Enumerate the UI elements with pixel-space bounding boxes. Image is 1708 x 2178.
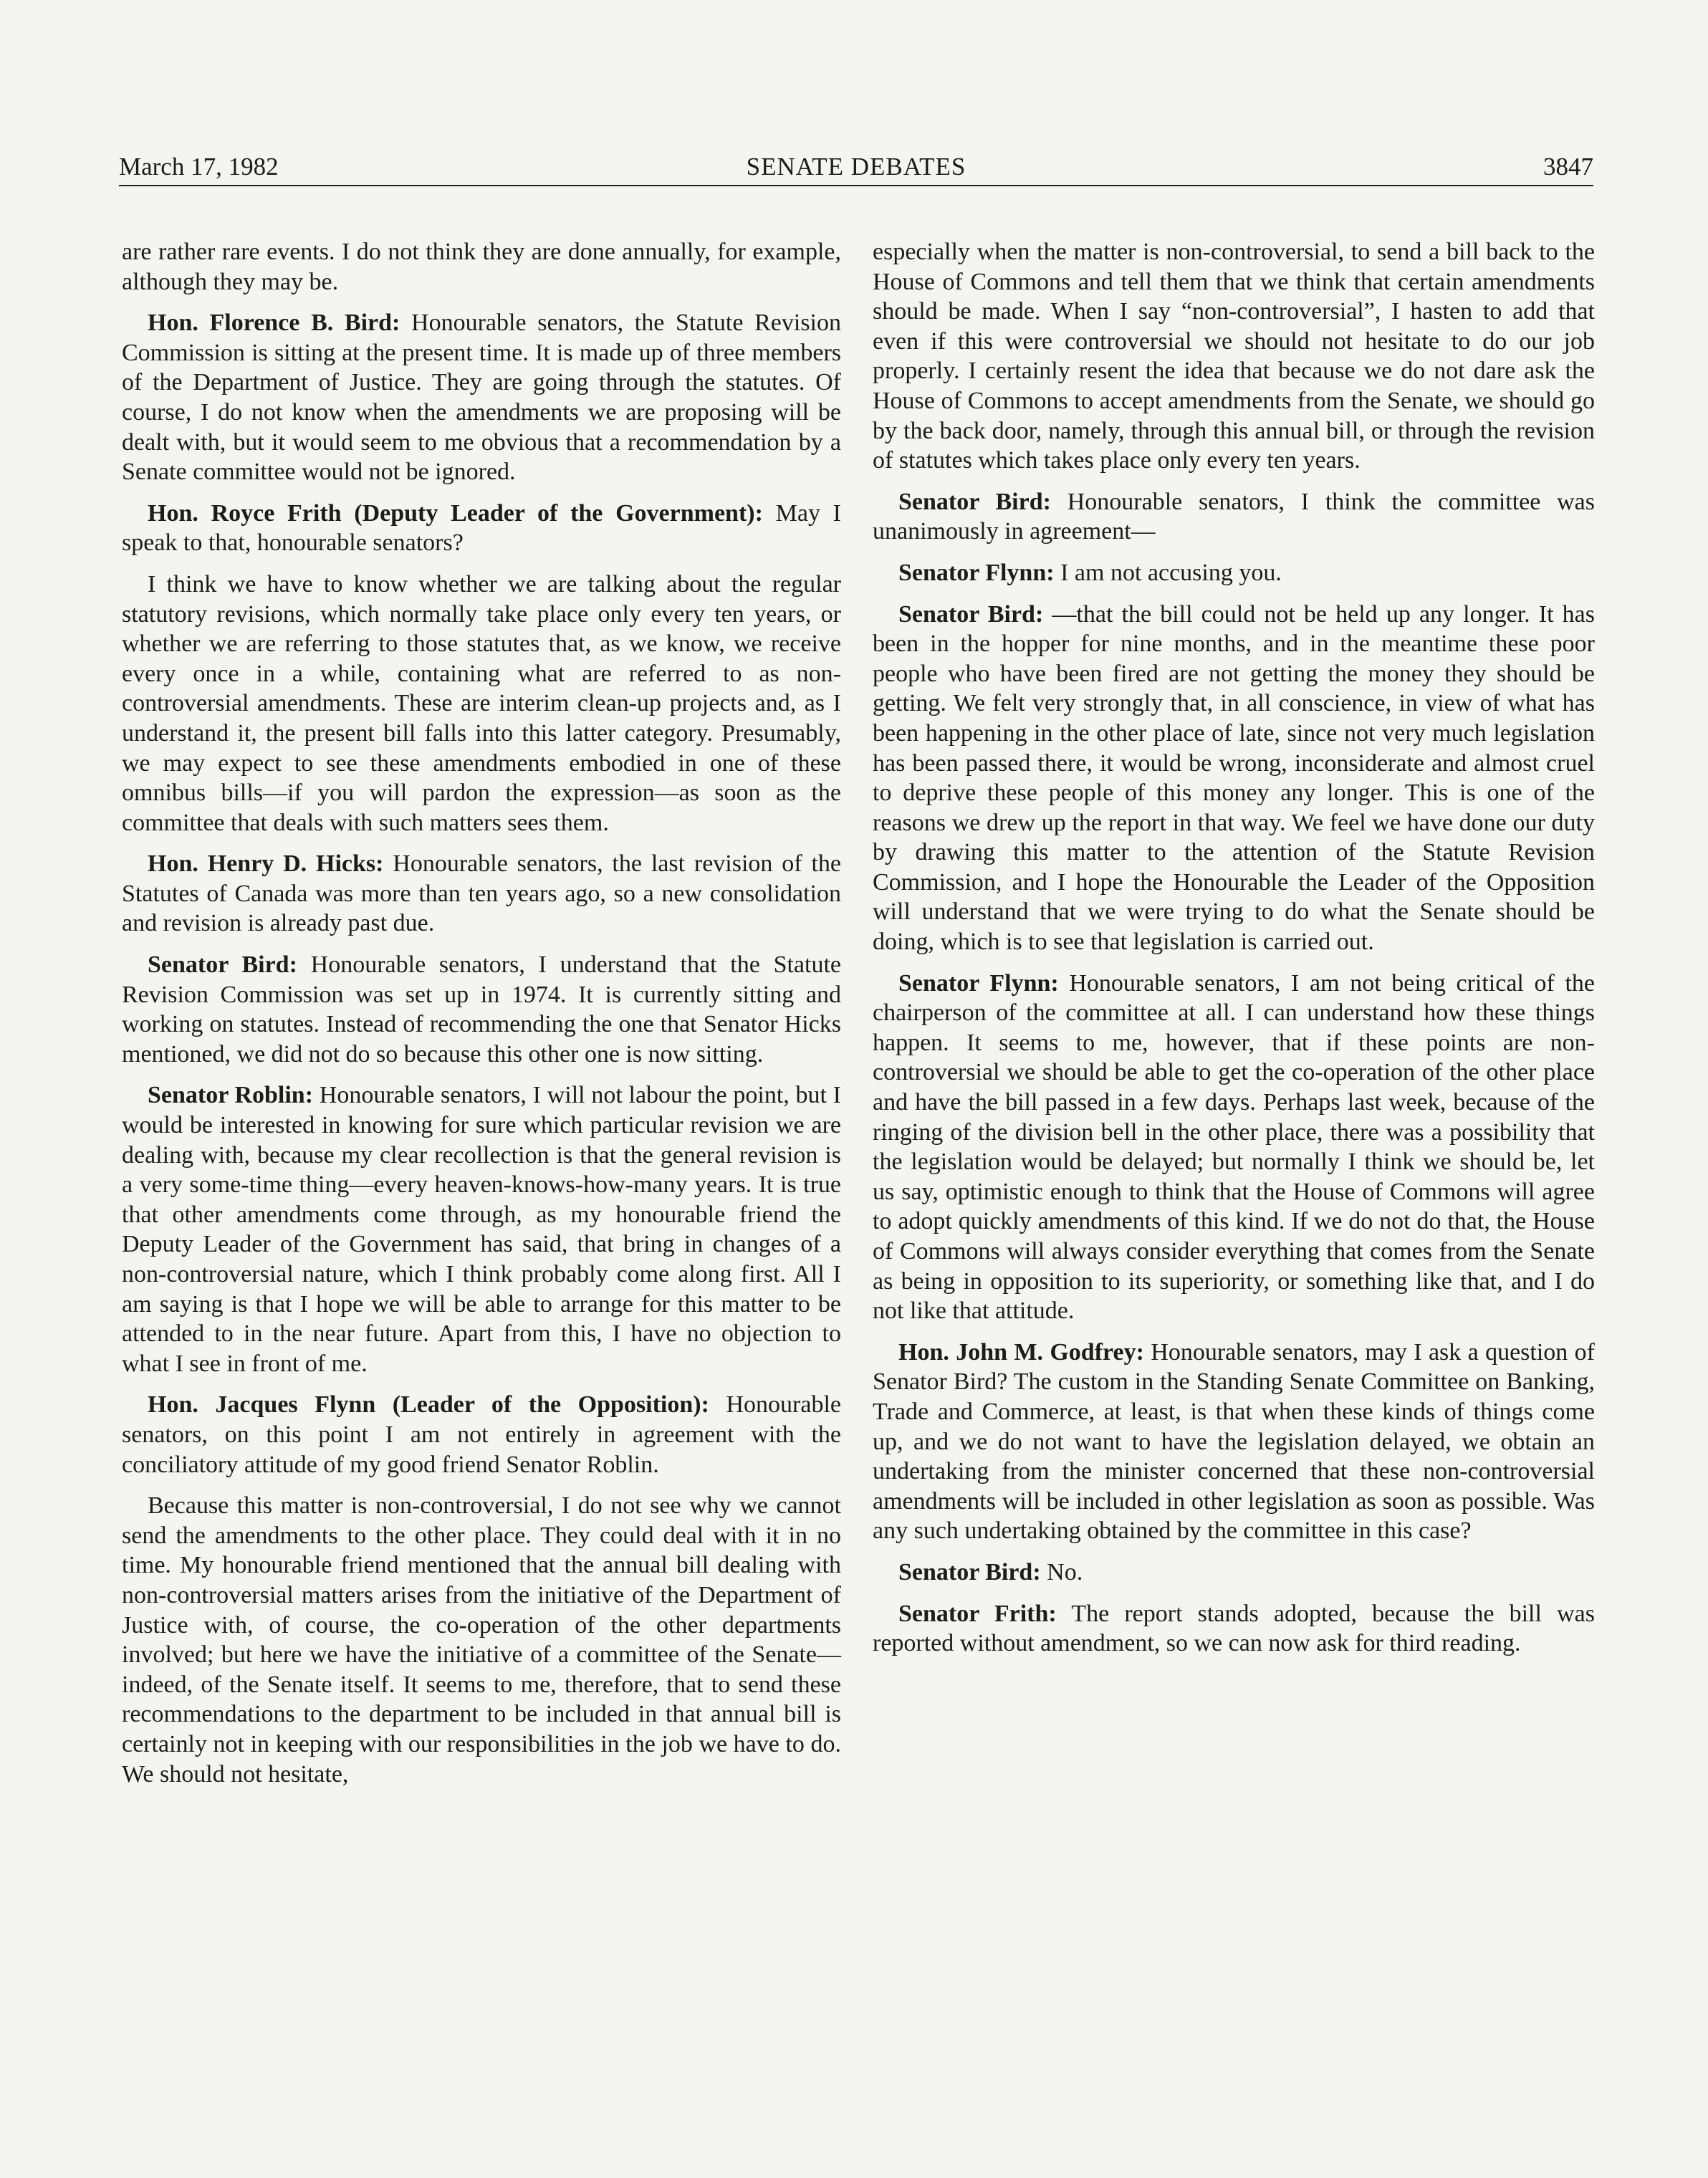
speech-paragraph — [122, 237, 841, 297]
speaker-name: Hon. Jacques Flynn (Leader of the Opposition): — [148, 1391, 709, 1419]
speech-text: Honourable senators, I will not labour the point, but I would be interested in knowing for sure which particular revision we are dealing with, because my clear recollection is that the general revision is a very some-time thing—every heaven-knows-how-many years. It is true that other amendments come through, as my honourable friend the Deputy Leader of the Government has said, that bring in changes of a non-controversial nature, which I think probably come along first. All I am saying is that I hope we will be able to arrange for this matter to be attended to in the near future. Apart from this, I have no objection to what I see in front of me. — [122, 1082, 841, 1377]
page-header — [119, 149, 1593, 186]
speech-paragraph — [122, 950, 841, 1069]
speech-text: The report stands adopted, because the bill was reported without amendment, so we can now ask for third reading. — [873, 1600, 1595, 1657]
speaker-name: Hon. Henry D. Hicks: — [148, 850, 384, 878]
speech-text: —that the bill could not be held up any longer. It has been in the hopper for nine months, and in the meantime these poor people who have been fired are not getting the money they should be getting. We felt very strongly that, in all conscience, in view of what has been happening in the other place of late, since not very much legislation has been passed there, it would be wrong, inconsiderate and almost cruel to deprive these people of this money any longer. This is one of the reasons we drew up the report in that way. We feel we have done our duty by drawing this matter to the attention of the Statute Revision Commission, and I hope the Honourable the Leader of the Opposition will understand that we were trying to do what the Senate should be doing, which is to see that legislation is carried out. — [873, 600, 1596, 956]
speech-text: Honourable senators, on this point I am not entirely in agreement with the conciliatory attitude of my good friend Senator Roblin. — [122, 1391, 841, 1478]
speech-paragraph — [873, 1338, 1595, 1546]
speech-text: are rather rare events. I do not think they are done annually, for example, although they may be. — [122, 239, 841, 295]
speaker-name: Senator Roblin: — [148, 1082, 314, 1109]
speech-text: especially when the matter is non-controversial, to send a bill back to the House of Commons and tell them that we think that certain amendments should be made. When I say “non-controversial”, I hasten to add that even if this were controversial we should not hesitate to do our job properly. I certainly resent the idea that because we do not dare ask the House of Commons to accept amendments from the Senate, we should go by the back door, namely, through this annual bill, or through the revision of statutes which takes place only every ten years. — [873, 239, 1595, 474]
speech-text: Honourable senators, may I ask a question of Senator Bird? The custom in the Standing Senate Committee on Banking, Trade and Commerce, at least, is that when these kinds of things come up, and we do not want to have the legislation delayed, we obtain an undertaking from the minister concerned that these non-controversial amendments will be included in other legislation as soon as possible. Was any such undertaking obtained by the committee in this case? — [873, 1338, 1595, 1545]
speech-paragraph — [873, 1599, 1595, 1659]
speech-text: I am not accusing you. — [1054, 559, 1282, 586]
speech-paragraph — [873, 600, 1595, 957]
header-date: March 17, 1982 — [119, 153, 279, 181]
speaker-name: Senator Flynn: — [898, 559, 1055, 586]
speech-paragraph — [873, 487, 1595, 547]
speech-text: Because this matter is non-controversial, I do not see why we cannot send the amendments to the other place. They could deal with it in no time. My honourable friend mentioned that the annual bill dealing with non-controversial matters arises from the initiative of the Department of Justice with, of course, the co-operation of the other departments involved; but here we have the initiative of a committee of the Senate—indeed, of the Senate itself. It seems to me, therefore, that to send these recommendations to the department to be included in that annual bill is certainly not in keeping with our responsibilities in the job we have to do. We should not hesitate, — [122, 1492, 841, 1788]
speaker-name: Hon. Royce Frith (Deputy Leader of the Government): — [148, 499, 763, 527]
speech-paragraph — [122, 1491, 841, 1789]
speech-text: May I speak to that, honourable senators? — [122, 499, 841, 557]
speech-text: No. — [1040, 1558, 1083, 1585]
speaker-name: Senator Bird: — [898, 600, 1044, 628]
speech-text: Honourable senators, I think the committee was unanimously in agreement— — [873, 488, 1595, 545]
speech-paragraph — [122, 499, 841, 558]
speech-paragraph — [122, 308, 841, 487]
speech-paragraph — [873, 558, 1595, 588]
right-column — [873, 237, 1595, 1670]
speech-text: Honourable senators, I understand that the Statute Revision Commission was set up in 1974. It is currently sitting and working on statutes. Instead of recommending the one that Senator Hicks mentioned, we did not do so because this other one is now sitting. — [122, 951, 841, 1068]
header-title: SENATE DEBATES — [746, 153, 966, 181]
speech-paragraph — [122, 1080, 841, 1378]
speech-paragraph — [873, 237, 1595, 476]
speech-text: Honourable senators, I am not being critical of the chairperson of the committee at all. I can understand how these things happen. It seems to me, however, that if these points are non-controversial we should be able to get the co-operation of the other place and have the bill passed in a few days. Perhaps last week, because of the ringing of the division bell in the other place, there was a possibility that the legislation would be delayed; but normally I think we should be, let us say, optimistic enough to think that the House of Commons will agree to adopt quickly amendments of this kind. If we do not do that, the House of Commons will always consider everything that comes from the Senate as being in opposition to its superiority, or something like that, and I do not like that attitude. — [873, 969, 1595, 1325]
header-page-number: 3847 — [1543, 153, 1593, 181]
speaker-name: Senator Bird: — [898, 488, 1051, 515]
speech-text: I think we have to know whether we are talking about the regular statutory revisions, which normally take place only every ten years, or whether we are referring to those statutes that, as we know, we receive every once in a while, containing what are referred to as non-controversial amendments. These are interim clean-up projects and, as I understand it, the present bill falls into this latter category. Presumably, we may expect to see these amendments embodied in one of these omnibus bills—if you will pardon the expression—as soon as the committee that deals with such matters sees them. — [122, 570, 841, 836]
speech-paragraph — [122, 849, 841, 939]
speaker-name: Senator Bird: — [898, 1558, 1041, 1585]
speech-text: Honourable senators, the Statute Revision Commission is sitting at the present time. It is made up of three members of the Department of Justice. They are going through the statutes. Of course, I do not know when the amendments we are proposing will be dealt with, but it would seem to me obvious that a recommendation by a Senate committee would not be ignored. — [122, 310, 842, 486]
speaker-name: Senator Bird: — [148, 951, 297, 979]
speech-paragraph — [122, 570, 841, 838]
speech-paragraph — [873, 969, 1595, 1326]
speech-paragraph — [122, 1390, 841, 1479]
speaker-name: Senator Flynn: — [898, 969, 1059, 997]
speaker-name: Senator Frith: — [898, 1600, 1057, 1627]
left-column — [122, 237, 841, 1800]
speech-paragraph — [873, 1558, 1595, 1588]
speaker-name: Hon. John M. Godfrey: — [898, 1338, 1144, 1366]
speaker-name: Hon. Florence B. Bird: — [148, 310, 400, 337]
speech-text: Honourable senators, the last revision of the Statutes of Canada was more than ten years ago, so a new consolidation and revision is already past due. — [122, 850, 841, 937]
